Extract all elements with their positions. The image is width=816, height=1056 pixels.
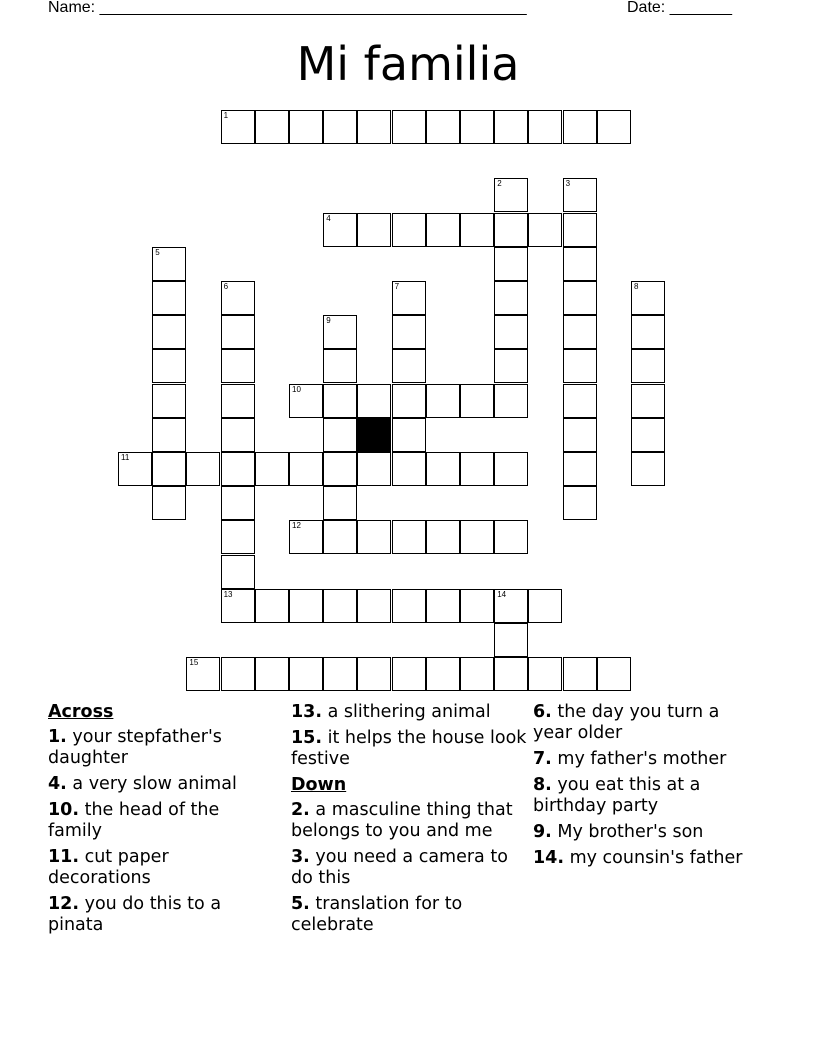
clue-number-label: 10 xyxy=(292,384,301,394)
clue-number: 6. xyxy=(533,702,552,722)
crossword-cell[interactable] xyxy=(563,213,597,247)
crossword-cell[interactable] xyxy=(323,384,357,418)
clue-number-label: 9 xyxy=(326,316,331,326)
crossword-cell[interactable] xyxy=(494,349,528,383)
crossword-cell[interactable] xyxy=(323,418,357,452)
crossword-cell[interactable] xyxy=(426,657,460,691)
crossword-cell[interactable] xyxy=(563,657,597,691)
crossword-cell[interactable] xyxy=(118,452,152,486)
crossword-cell[interactable] xyxy=(392,110,426,144)
crossword-cell[interactable] xyxy=(392,349,426,383)
crossword-cell[interactable] xyxy=(563,486,597,520)
clue-across-4 xyxy=(48,774,273,795)
crossword-cell[interactable] xyxy=(460,213,494,247)
crossword-cell[interactable] xyxy=(323,110,357,144)
crossword-cell[interactable] xyxy=(221,349,255,383)
crossword-cell[interactable] xyxy=(631,418,665,452)
crossword-cell[interactable] xyxy=(528,110,562,144)
crossword-cell[interactable] xyxy=(289,384,323,418)
crossword-cell[interactable] xyxy=(357,589,391,623)
crossword-cell[interactable] xyxy=(494,520,528,554)
crossword-cell[interactable] xyxy=(152,281,186,315)
crossword-cell[interactable] xyxy=(494,657,528,691)
crossword-cell[interactable] xyxy=(221,452,255,486)
clue-number-label: 6 xyxy=(223,282,229,291)
clue-number-label: 13 xyxy=(223,589,233,599)
crossword-cell[interactable] xyxy=(323,520,357,554)
crossword-cell[interactable] xyxy=(255,589,289,623)
clue-number: 3. xyxy=(291,847,310,867)
down-heading: Down xyxy=(291,775,347,795)
crossword-cell[interactable] xyxy=(323,657,357,691)
crossword-cell[interactable] xyxy=(631,315,665,349)
crossword-cell[interactable] xyxy=(221,384,255,418)
clue-text: My brother's son xyxy=(557,822,704,842)
crossword-cell[interactable] xyxy=(563,384,597,418)
page-title: Mi familia xyxy=(296,37,520,91)
clue-number: 4. xyxy=(48,774,67,794)
crossword-cell[interactable] xyxy=(460,520,494,554)
clues-column-3 xyxy=(533,702,763,874)
crossword-cell[interactable] xyxy=(597,110,631,144)
clue-down-5 xyxy=(291,894,529,936)
clue-text: you eat this at a birthday party xyxy=(533,775,701,816)
clue-text: your stepfather's daughter xyxy=(48,727,222,768)
crossword-cell[interactable] xyxy=(460,589,494,623)
clue-down-8 xyxy=(533,775,763,817)
crossword-cell[interactable] xyxy=(528,213,562,247)
clue-across-13 xyxy=(291,702,529,723)
crossword-cell[interactable] xyxy=(221,555,255,589)
clue-number-label: 14 xyxy=(497,589,507,599)
clue-text: it helps the house look festive xyxy=(291,728,527,769)
black-square xyxy=(357,418,391,452)
crossword-cell[interactable] xyxy=(186,657,220,691)
crossword-cell[interactable] xyxy=(289,657,323,691)
clue-number-label: 3 xyxy=(565,179,571,189)
clue-down-7 xyxy=(533,749,763,770)
crossword-cell[interactable] xyxy=(494,281,528,315)
crossword-cell[interactable] xyxy=(152,349,186,383)
crossword-cell[interactable] xyxy=(221,589,255,623)
crossword-cell[interactable] xyxy=(392,418,426,452)
clue-text: a very slow animal xyxy=(72,774,237,794)
crossword-cell[interactable] xyxy=(289,110,323,144)
clues-column-1 xyxy=(48,702,273,941)
crossword-cell[interactable] xyxy=(494,623,528,657)
clue-across-1 xyxy=(48,727,273,769)
crossword-cell[interactable] xyxy=(460,452,494,486)
crossword-cell[interactable] xyxy=(357,213,391,247)
crossword-cell[interactable] xyxy=(221,281,255,315)
crossword-cell[interactable] xyxy=(323,315,357,349)
clue-number-label: 1 xyxy=(223,111,229,120)
clue-text: my father's mother xyxy=(557,749,727,769)
crossword-cell[interactable] xyxy=(152,384,186,418)
crossword-cell[interactable] xyxy=(494,384,528,418)
crossword-cell[interactable] xyxy=(323,486,357,520)
crossword-cell[interactable] xyxy=(494,110,528,144)
clue-text: the head of the family xyxy=(48,800,220,841)
crossword-cell[interactable] xyxy=(323,589,357,623)
clue-number: 5. xyxy=(291,894,310,914)
crossword-cell[interactable] xyxy=(392,520,426,554)
clue-across-12 xyxy=(48,894,273,936)
crossword-cell[interactable] xyxy=(426,213,460,247)
clue-number-label: 5 xyxy=(155,247,160,257)
crossword-cell[interactable] xyxy=(152,418,186,452)
clue-number: 8. xyxy=(533,775,552,795)
crossword-cell[interactable] xyxy=(631,349,665,383)
crossword-cell[interactable] xyxy=(563,281,597,315)
crossword-cell[interactable] xyxy=(597,657,631,691)
clue-down-3 xyxy=(291,847,529,889)
crossword-cell[interactable] xyxy=(221,657,255,691)
across-heading: Across xyxy=(48,702,114,722)
clue-number: 13. xyxy=(291,702,323,722)
crossword-cell[interactable] xyxy=(255,110,289,144)
clue-number-label: 15 xyxy=(189,658,199,668)
crossword-cell[interactable] xyxy=(563,418,597,452)
crossword-cell[interactable] xyxy=(392,384,426,418)
crossword-cell[interactable] xyxy=(221,418,255,452)
crossword-cell[interactable] xyxy=(563,110,597,144)
crossword-cell[interactable] xyxy=(357,657,391,691)
clue-down-6 xyxy=(533,702,763,744)
crossword-cell[interactable] xyxy=(528,589,562,623)
crossword-cell[interactable] xyxy=(392,281,426,315)
crossword-cell[interactable] xyxy=(426,110,460,144)
clue-number: 15. xyxy=(291,728,323,748)
clue-number: 12. xyxy=(48,894,80,914)
crossword-cell[interactable] xyxy=(221,520,255,554)
clue-number: 7. xyxy=(533,749,552,769)
clue-text: cut paper decorations xyxy=(48,847,169,888)
crossword-cell[interactable] xyxy=(152,247,186,281)
clue-number: 10. xyxy=(48,800,80,820)
crossword-cell[interactable] xyxy=(392,589,426,623)
crossword-cell[interactable] xyxy=(357,452,391,486)
crossword-cell[interactable] xyxy=(152,315,186,349)
crossword-cell[interactable] xyxy=(357,110,391,144)
crossword-cell[interactable] xyxy=(460,657,494,691)
crossword-cell[interactable] xyxy=(494,315,528,349)
crossword-cell[interactable] xyxy=(426,589,460,623)
crossword-cell[interactable] xyxy=(494,178,528,212)
clue-across-10 xyxy=(48,800,273,842)
clue-number: 14. xyxy=(533,848,565,868)
clue-across-11 xyxy=(48,847,273,889)
clue-number: 11. xyxy=(48,847,80,867)
clue-number-label: 12 xyxy=(292,521,301,531)
crossword-cell[interactable] xyxy=(528,657,562,691)
crossword-cell[interactable] xyxy=(392,213,426,247)
clue-text: my counsin's father xyxy=(569,848,743,868)
crossword-cell[interactable] xyxy=(563,349,597,383)
crossword-cell[interactable] xyxy=(255,452,289,486)
clue-number-label: 4 xyxy=(326,213,331,223)
crossword-cell[interactable] xyxy=(563,452,597,486)
crossword-cell[interactable] xyxy=(221,486,255,520)
crossword-cell[interactable] xyxy=(392,452,426,486)
clue-text: a slithering animal xyxy=(327,702,491,722)
crossword-cell[interactable] xyxy=(221,110,255,144)
clue-text: the day you turn a year older xyxy=(533,702,720,743)
crossword-cell[interactable] xyxy=(426,384,460,418)
clue-across-15 xyxy=(291,728,529,770)
crossword-cell[interactable] xyxy=(152,452,186,486)
crossword-cell[interactable] xyxy=(494,452,528,486)
crossword-cell[interactable] xyxy=(392,657,426,691)
crossword-cell[interactable] xyxy=(357,520,391,554)
crossword-cell[interactable] xyxy=(357,384,391,418)
crossword-cell[interactable] xyxy=(631,384,665,418)
crossword-cell[interactable] xyxy=(289,589,323,623)
date-field-label: Date: _______ xyxy=(627,0,732,16)
clue-down-9 xyxy=(533,822,763,843)
crossword-cell[interactable] xyxy=(255,657,289,691)
clue-text: you need a camera to do this xyxy=(291,847,508,888)
name-field-label: Name: ________________________________________________ xyxy=(48,0,527,16)
crossword-cell[interactable] xyxy=(494,213,528,247)
crossword-cell[interactable] xyxy=(494,247,528,281)
crossword-cell[interactable] xyxy=(186,452,220,486)
crossword-cell[interactable] xyxy=(460,110,494,144)
crossword-cell[interactable] xyxy=(289,520,323,554)
crossword-cell[interactable] xyxy=(392,315,426,349)
crossword-cell[interactable] xyxy=(563,178,597,212)
clue-number-label: 7 xyxy=(394,282,400,291)
clue-text: translation for to celebrate xyxy=(291,894,463,935)
crossword-cell[interactable] xyxy=(323,349,357,383)
clue-number-label: 2 xyxy=(497,179,502,189)
crossword-cell[interactable] xyxy=(563,315,597,349)
crossword-cell[interactable] xyxy=(460,384,494,418)
clue-text: a masculine thing that belongs to you and me xyxy=(291,800,513,841)
clue-number-label: 8 xyxy=(634,282,639,291)
crossword-cell[interactable] xyxy=(289,452,323,486)
crossword-cell[interactable] xyxy=(323,452,357,486)
clue-number: 9. xyxy=(533,822,552,842)
clue-number: 2. xyxy=(291,800,310,820)
clue-down-2 xyxy=(291,800,529,842)
clue-number-label: 11 xyxy=(121,453,130,462)
crossword-cell[interactable] xyxy=(494,589,528,623)
crossword-cell[interactable] xyxy=(152,486,186,520)
clue-down-14 xyxy=(533,848,763,869)
crossword-cell[interactable] xyxy=(221,315,255,349)
crossword-cell[interactable] xyxy=(563,247,597,281)
crossword-cell[interactable] xyxy=(426,452,460,486)
crossword-cell[interactable] xyxy=(631,281,665,315)
crossword-cell[interactable] xyxy=(426,520,460,554)
crossword-cell[interactable] xyxy=(631,452,665,486)
clue-text: you do this to a pinata xyxy=(48,894,222,935)
crossword-cell[interactable] xyxy=(323,213,357,247)
clue-number: 1. xyxy=(48,727,67,747)
clues-column-2 xyxy=(291,702,529,941)
